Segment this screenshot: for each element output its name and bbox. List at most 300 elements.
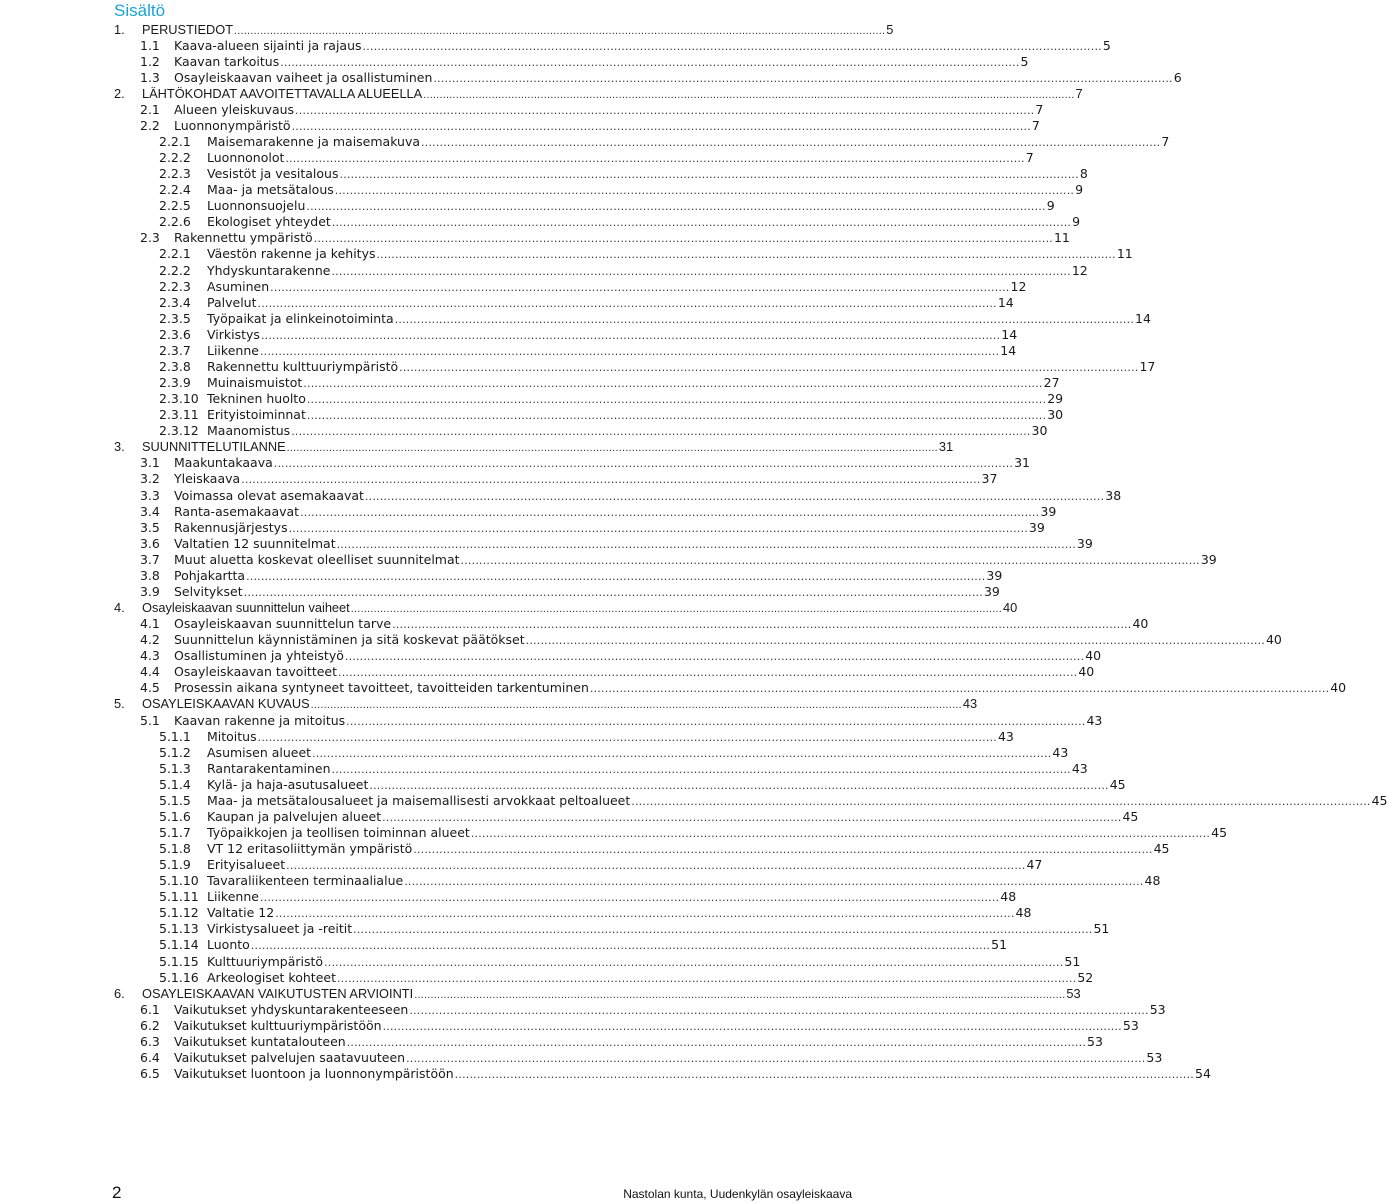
- toc-entry[interactable]: [140, 1001, 1166, 1018]
- toc-entry-number: 1.: [114, 21, 125, 37]
- toc-entry-page: 51: [1093, 921, 1110, 937]
- toc-entry-label: Kaupan ja palvelujen alueet: [207, 808, 382, 824]
- toc-entry-label: Luonto: [207, 937, 250, 953]
- toc-entry-label: Luonnonsuojelu: [207, 198, 306, 214]
- toc-entry[interactable]: [159, 278, 1027, 295]
- toc-entry-number: 4.2: [140, 632, 160, 648]
- toc-entry-number: 2.2.5: [159, 198, 191, 214]
- toc-entry[interactable]: [159, 310, 1151, 327]
- toc-entry-number: 4.: [114, 600, 125, 616]
- toc-dot-leader: ........................................................................................................................................................................................................: [339, 168, 1079, 182]
- toc-entry-number: 2.2: [140, 117, 160, 133]
- toc-entry[interactable]: [114, 695, 978, 712]
- toc-entry[interactable]: [159, 406, 1064, 423]
- toc-dot-leader: ........................................................................................................................................................................................................: [460, 553, 1200, 567]
- toc-entry[interactable]: [159, 133, 1170, 150]
- toc-entry-page: 43: [1052, 744, 1069, 760]
- toc-dot-leader: ........................................................................................................................................................................................................: [259, 344, 1000, 358]
- toc-entry-number: 5.1.6: [159, 808, 191, 824]
- toc-entry-page: 53: [1087, 1033, 1103, 1049]
- toc-dot-leader: ........................................................................................................................................................................................................: [291, 119, 1031, 133]
- toc-entry-label: Asumisen alueet: [207, 744, 312, 760]
- toc-entry[interactable]: [159, 872, 1161, 889]
- toc-entry[interactable]: [140, 1033, 1103, 1050]
- toc-entry[interactable]: [159, 165, 1088, 182]
- toc-entry[interactable]: [140, 1049, 1163, 1066]
- toc-entry-number: 5.1.5: [159, 792, 191, 808]
- toc-entry-number: 3.1: [140, 455, 160, 471]
- toc-entry-page: 48: [1144, 873, 1161, 889]
- toc-entry-number: 2.: [114, 85, 125, 101]
- toc-dot-leader: ........................................................................................................................................................................................................: [336, 971, 1077, 985]
- toc-entry[interactable]: [159, 245, 1133, 262]
- toc-entry[interactable]: [114, 438, 954, 455]
- toc-entry-number: 5.1.8: [159, 841, 191, 857]
- toc-entry-number: 2.3.11: [159, 407, 199, 423]
- toc-entry-label: Luonnonolot: [207, 150, 285, 166]
- toc-entry[interactable]: [140, 503, 1057, 520]
- toc-entry-label: Maa- ja metsätalous: [207, 182, 334, 198]
- toc-entry-label: Osayleiskaavan tavoitteet: [174, 664, 338, 680]
- toc-entry-page: 40: [1078, 664, 1095, 680]
- toc-entry[interactable]: [140, 53, 1029, 70]
- toc-entry-number: 2.2.2: [159, 262, 191, 278]
- toc-entry-label: Väestön rakenne ja kehitys: [207, 246, 376, 262]
- toc-dot-leader: ........................................................................................................................................................................................................: [313, 232, 1053, 246]
- toc-entry-number: 2.3.4: [159, 294, 191, 310]
- toc-entry-label: Tavaraliikenteen terminaalialue: [207, 873, 404, 889]
- toc-dot-leader: ........................................................................................................................................................................................................: [414, 988, 1066, 1001]
- toc-entry[interactable]: [140, 535, 1093, 552]
- toc-entry-page: 12: [1071, 262, 1088, 278]
- toc-entry-number: 5.1.10: [159, 873, 199, 889]
- toc-entry-page: 40: [1265, 632, 1282, 648]
- toc-dot-leader: ........................................................................................................................................................................................................: [260, 328, 1001, 342]
- toc-entry-page: 48: [1015, 905, 1032, 921]
- toc-dot-leader: ........................................................................................................................................................................................................: [404, 875, 1144, 889]
- toc-entry-number: 1.3: [140, 69, 160, 85]
- toc-entry-label: Valtatie 12: [207, 905, 275, 921]
- toc-dot-leader: ........................................................................................................................................................................................................: [259, 891, 1000, 905]
- toc-entry-number: 3.9: [140, 583, 160, 599]
- toc-entry[interactable]: [140, 567, 1003, 584]
- toc-entry[interactable]: [140, 679, 1347, 696]
- toc-dot-leader: ........................................................................................................................................................................................................: [338, 666, 1078, 680]
- toc-entry-label: Työpaikkojen ja teollisen toiminnan alueet: [207, 825, 470, 840]
- toc-entry[interactable]: [159, 904, 1032, 921]
- toc-entry-number: 3.2: [140, 471, 160, 487]
- toc-entry-number: 5.: [114, 696, 125, 712]
- toc-entry[interactable]: [159, 326, 1018, 343]
- toc-dot-leader: ........................................................................................................................................................................................................: [270, 280, 1010, 294]
- toc-entry-page: 40: [1132, 616, 1149, 632]
- toc-entry-page: 7: [1025, 150, 1034, 166]
- toc-dot-leader: ........................................................................................................................................................................................................: [334, 184, 1075, 198]
- toc-dot-leader: ........................................................................................................................................................................................................: [376, 248, 1116, 262]
- toc-entry[interactable]: [114, 21, 894, 38]
- toc-entry-page: 45: [1122, 808, 1139, 824]
- toc-entry-number: 2.3.10: [159, 391, 199, 407]
- toc-dot-leader: ........................................................................................................................................................................................................: [421, 135, 1161, 149]
- toc-entry-page: 31: [938, 439, 954, 455]
- toc-entry-label: Vaikutukset palvelujen saatavuuteen: [174, 1049, 406, 1065]
- toc-entry-page: 53: [1146, 1049, 1163, 1065]
- toc-dot-leader: ........................................................................................................................................................................................................: [306, 200, 1046, 214]
- toc-entry-page: 30: [1047, 407, 1064, 423]
- toc-entry-label: PERUSTIEDOT: [142, 21, 234, 37]
- toc-entry-label: Liikenne: [207, 342, 259, 358]
- toc-entry[interactable]: [159, 744, 1069, 761]
- toc-dot-leader: ........................................................................................................................................................................................................: [303, 377, 1043, 391]
- toc-entry-number: 2.2.1: [159, 133, 191, 149]
- toc-entry[interactable]: [140, 519, 1045, 536]
- toc-dot-leader: ........................................................................................................................................................................................................: [234, 24, 886, 37]
- toc-entry-page: 9: [1072, 214, 1081, 230]
- toc-entry-label: LÄHTÖKOHDAT AAVOITETTAVALLA ALUEELLA: [142, 85, 423, 101]
- toc-entry-number: 5.1.13: [159, 921, 199, 937]
- toc-dot-leader: ........................................................................................................................................................................................................: [285, 152, 1025, 166]
- toc-entry-label: Valtatien 12 suunnitelmat: [174, 535, 336, 551]
- toc-entry-number: 2.2.6: [159, 214, 191, 230]
- toc-entry-label: OSAYLEISKAAVAN KUVAUS: [142, 696, 310, 712]
- toc-entry[interactable]: [159, 840, 1170, 857]
- toc-entry[interactable]: [140, 229, 1070, 246]
- toc-entry-number: 5.1.16: [159, 969, 199, 985]
- toc-dot-leader: ........................................................................................................................................................................................................: [243, 585, 983, 599]
- toc-dot-leader: ........................................................................................................................................................................................................: [454, 1068, 1194, 1082]
- toc-entry-number: 3.4: [140, 503, 160, 519]
- toc-dot-leader: ........................................................................................................................................................................................................: [273, 457, 1014, 471]
- toc-entry-label: Osayleiskaavan suunnittelun tarve: [174, 616, 392, 632]
- toc-entry-page: 29: [1047, 391, 1064, 407]
- toc-entry[interactable]: [159, 776, 1126, 793]
- toc-entry-number: 6.2: [140, 1017, 160, 1033]
- toc-dot-leader: ........................................................................................................................................................................................................: [257, 730, 997, 744]
- toc-entry-label: Asuminen: [207, 278, 270, 294]
- toc-entry-page: 31: [1014, 455, 1030, 471]
- toc-entry[interactable]: [159, 422, 1048, 439]
- toc-dot-leader: ........................................................................................................................................................................................................: [382, 810, 1122, 824]
- toc-entry-label: Vaikutukset kuntatalouteen: [174, 1033, 346, 1049]
- toc-entry[interactable]: [159, 856, 1043, 873]
- toc-entry-page: 7: [1075, 85, 1083, 101]
- toc-dot-leader: ........................................................................................................................................................................................................: [631, 794, 1371, 808]
- toc-entry-number: 1.1: [140, 37, 160, 53]
- page-title: Sisältö: [114, 1, 166, 20]
- toc-entry-number: 1.2: [140, 53, 160, 69]
- toc-entry-page: 39: [1200, 551, 1217, 567]
- toc-entry-number: 2.3.8: [159, 358, 191, 374]
- toc-dot-leader: ........................................................................................................................................................................................................: [331, 264, 1071, 278]
- toc-entry-label: Kaavan rakenne ja mitoitus: [174, 712, 346, 728]
- toc-dot-leader: ........................................................................................................................................................................................................: [423, 88, 1075, 101]
- toc-entry-number: 5.1.9: [159, 857, 191, 873]
- toc-entry-label: Rakennettu kulttuuriympäristö: [207, 358, 399, 374]
- toc-entry-label: Erityisalueet: [207, 857, 286, 873]
- toc-entry-number: 2.1: [140, 101, 160, 117]
- toc-dot-leader: ........................................................................................................................................................................................................: [525, 634, 1265, 648]
- toc-entry-page: 45: [1109, 776, 1126, 792]
- toc-entry-page: 40: [1085, 648, 1102, 664]
- toc-entry-label: Maanomistus: [207, 423, 291, 439]
- toc-entry-page: 8: [1079, 166, 1088, 182]
- toc-dot-leader: ........................................................................................................................................................................................................: [392, 618, 1132, 632]
- toc-entry-page: 5: [1102, 37, 1111, 53]
- toc-entry-number: 6.3: [140, 1033, 160, 1049]
- toc-entry[interactable]: [159, 294, 1014, 311]
- toc-entry-label: Yleiskaava: [174, 471, 241, 487]
- toc-entry-number: 5.1.14: [159, 937, 199, 953]
- toc-entry[interactable]: [159, 262, 1088, 279]
- toc-entry[interactable]: [140, 615, 1149, 632]
- toc-entry-label: Suunnittelun käynnistäminen ja sitä koskevat päätökset: [174, 632, 525, 648]
- toc-entry[interactable]: [114, 85, 1083, 102]
- toc-entry-label: Vaikutukset luontoon ja luonnonympäristöön: [174, 1066, 454, 1082]
- toc-entry[interactable]: [159, 792, 1388, 809]
- toc-entry-number: 5.1.1: [159, 728, 191, 744]
- toc-entry-page: 6: [1173, 69, 1182, 85]
- toc-entry-label: Prosessin aikana syntyneet tavoitteet, tavoitteiden tarkentuminen: [174, 680, 589, 696]
- toc-dot-leader: ........................................................................................................................................................................................................: [406, 1051, 1146, 1065]
- toc-entry-page: 53: [1122, 1017, 1139, 1033]
- toc-entry-page: 51: [991, 937, 1008, 953]
- toc-entry-number: 4.4: [140, 664, 160, 680]
- toc-entry-page: 11: [1053, 230, 1070, 246]
- toc-entry[interactable]: [159, 760, 1088, 777]
- toc-entry-page: 5: [886, 21, 894, 37]
- toc-entry[interactable]: [159, 888, 1017, 905]
- toc-entry-page: 43: [997, 728, 1014, 744]
- toc-entry-number: 5.1.11: [159, 889, 199, 905]
- toc-dot-leader: ........................................................................................................................................................................................................: [331, 216, 1072, 230]
- toc-entry-page: 52: [1077, 969, 1094, 985]
- toc-entry-label: VT 12 eritasoliittymän ympäristö: [207, 841, 413, 857]
- toc-entry[interactable]: [159, 824, 1228, 841]
- toc-entry[interactable]: [159, 342, 1017, 359]
- toc-entry[interactable]: [159, 358, 1156, 375]
- toc-entry-number: 5.1: [140, 712, 160, 728]
- toc-entry-page: 39: [983, 583, 1000, 599]
- toc-entry-number: 2.3.9: [159, 375, 191, 391]
- toc-entry-label: Selvitykset: [174, 583, 243, 599]
- toc-entry-label: Maa- ja metsätalousalueet ja maisemallisesti arvokkaat peltoalueet: [207, 792, 631, 808]
- toc-entry-label: Yhdyskuntarakenne: [207, 262, 331, 278]
- toc-dot-leader: ........................................................................................................................................................................................................: [280, 55, 1020, 69]
- toc-entry-number: 5.1.2: [159, 744, 191, 760]
- toc-entry[interactable]: [159, 374, 1060, 391]
- toc-entry[interactable]: [140, 551, 1217, 568]
- toc-dot-leader: ........................................................................................................................................................................................................: [257, 296, 997, 310]
- toc-dot-leader: ........................................................................................................................................................................................................: [369, 778, 1109, 792]
- toc-dot-leader: ........................................................................................................................................................................................................: [336, 537, 1076, 551]
- toc-entry-label: Maisemarakenne ja maisemakuva: [207, 133, 421, 149]
- toc-entry[interactable]: [159, 149, 1034, 166]
- toc-entry-page: 14: [997, 294, 1014, 310]
- toc-dot-leader: ........................................................................................................................................................................................................: [310, 699, 962, 712]
- toc-entry-label: Kaava-alueen sijainti ja rajaus: [174, 37, 362, 53]
- toc-entry-number: 2.2.3: [159, 166, 191, 182]
- toc-entry-number: 3.5: [140, 519, 160, 535]
- toc-entry-page: 43: [1086, 712, 1103, 728]
- toc-entry-number: 4.1: [140, 616, 160, 632]
- toc-entry-label: OSAYLEISKAAVAN VAIKUTUSTEN ARVIOINTI: [142, 985, 414, 1001]
- toc-entry[interactable]: [140, 647, 1102, 664]
- toc-dot-leader: ........................................................................................................................................................................................................: [346, 714, 1086, 728]
- toc-entry[interactable]: [159, 969, 1094, 986]
- toc-entry-label: Liikenne: [207, 889, 259, 905]
- footer-text: Nastolan kunta, Uudenkylän osayleiskaava: [623, 1187, 852, 1201]
- toc-entry-page: 5: [1020, 53, 1029, 69]
- toc-entry-page: 27: [1043, 375, 1060, 391]
- toc-entry-label: Vaikutukset kulttuuriympäristöön: [174, 1017, 382, 1033]
- toc-entry-label: Tekninen huolto: [207, 391, 306, 407]
- toc-entry-label: Vesistöt ja vesitalous: [207, 166, 339, 182]
- toc-entry-number: 5.1.7: [159, 825, 191, 840]
- toc-entry-label: Maakuntakaava: [174, 455, 273, 471]
- toc-dot-leader: ........................................................................................................................................................................................................: [409, 1003, 1149, 1017]
- toc-entry[interactable]: [140, 470, 998, 487]
- toc-entry-number: 6.4: [140, 1049, 160, 1065]
- toc-entry[interactable]: [140, 1017, 1139, 1034]
- toc-entry-number: 2.3.7: [159, 342, 191, 358]
- toc-entry[interactable]: [140, 663, 1095, 680]
- toc-entry-number: 3.6: [140, 535, 160, 551]
- toc-entry-page: 39: [1040, 503, 1057, 519]
- toc-entry-page: 14: [1001, 326, 1018, 342]
- toc-entry-label: Kaavan tarkoitus: [174, 53, 280, 69]
- toc-entry[interactable]: [140, 487, 1122, 504]
- toc-entry[interactable]: [159, 808, 1139, 825]
- toc-entry-label: Osallistuminen ja yhteistyö: [174, 648, 344, 664]
- toc-dot-leader: ........................................................................................................................................................................................................: [433, 71, 1173, 85]
- toc-dot-leader: ........................................................................................................................................................................................................: [241, 473, 981, 487]
- toc-entry-page: 53: [1066, 985, 1081, 1001]
- toc-entry-label: Rakennettu ympäristö: [174, 230, 313, 246]
- toc-dot-leader: ........................................................................................................................................................................................................: [589, 682, 1330, 696]
- toc-entry-label: Osayleiskaavan suunnittelun vaiheet: [142, 600, 350, 616]
- toc-entry-page: 45: [1211, 825, 1228, 840]
- toc-entry-page: 43: [1071, 760, 1088, 776]
- toc-entry[interactable]: [159, 953, 1081, 970]
- toc-entry-number: 4.5: [140, 680, 160, 696]
- toc-entry[interactable]: [159, 181, 1084, 198]
- toc-entry-page: 40: [1002, 600, 1018, 616]
- toc-entry-label: Virkistysalueet ja -reitit: [207, 921, 353, 937]
- toc-entry[interactable]: [159, 728, 1014, 745]
- toc-dot-leader: ........................................................................................................................................................................................................: [394, 312, 1135, 326]
- toc-entry-page: 7: [1161, 133, 1170, 149]
- toc-entry[interactable]: [140, 631, 1282, 648]
- toc-entry[interactable]: [140, 117, 1040, 134]
- toc-entry-label: Erityistoiminnat: [207, 407, 306, 423]
- toc-entry-page: 47: [1026, 857, 1043, 873]
- toc-entry[interactable]: [159, 390, 1064, 407]
- toc-dot-leader: ........................................................................................................................................................................................................: [250, 939, 991, 953]
- toc-dot-leader: ........................................................................................................................................................................................................: [470, 827, 1211, 840]
- toc-entry-label: Muinaismuistot: [207, 375, 303, 391]
- toc-dot-leader: ........................................................................................................................................................................................................: [300, 505, 1040, 519]
- toc-dot-leader: ........................................................................................................................................................................................................: [382, 1019, 1122, 1033]
- toc-entry[interactable]: [140, 1065, 1211, 1082]
- toc-entry-page: 39: [986, 567, 1003, 583]
- toc-entry[interactable]: [140, 37, 1111, 54]
- toc-dot-leader: ........................................................................................................................................................................................................: [350, 603, 1002, 616]
- toc-entry[interactable]: [114, 599, 1018, 616]
- toc-entry[interactable]: [140, 101, 1044, 118]
- toc-dot-leader: ........................................................................................................................................................................................................: [324, 955, 1064, 969]
- toc-entry[interactable]: [140, 583, 1000, 600]
- toc-entry-number: 4.3: [140, 648, 160, 664]
- toc-entry-label: Ekologiset yhteydet: [207, 214, 331, 230]
- toc-entry-number: 5.1.3: [159, 760, 191, 776]
- toc-entry-label: Osayleiskaavan vaiheet ja osallistuminen: [174, 69, 433, 85]
- toc-dot-leader: ........................................................................................................................................................................................................: [399, 360, 1139, 374]
- toc-dot-leader: ........................................................................................................................................................................................................: [312, 746, 1052, 760]
- toc-entry-page: 39: [1028, 519, 1045, 535]
- toc-dot-leader: ........................................................................................................................................................................................................: [295, 103, 1035, 117]
- toc-entry-page: 7: [1031, 117, 1040, 133]
- toc-entry-number: 3.7: [140, 551, 160, 567]
- toc-dot-leader: ........................................................................................................................................................................................................: [288, 521, 1028, 535]
- toc-entry-label: Työpaikat ja elinkeinotoiminta: [207, 310, 394, 326]
- toc-entry-label: Rantarakentaminen: [207, 760, 331, 776]
- toc-entry-number: 2.2.2: [159, 150, 191, 166]
- toc-dot-leader: ........................................................................................................................................................................................................: [286, 442, 938, 455]
- toc-entry-page: 51: [1064, 953, 1081, 969]
- toc-entry-page: 7: [1035, 101, 1044, 117]
- toc-dot-leader: ........................................................................................................................................................................................................: [331, 762, 1071, 776]
- toc-entry[interactable]: [114, 985, 1081, 1002]
- toc-entry[interactable]: [159, 936, 1008, 953]
- toc-entry-number: 5.1.4: [159, 776, 191, 792]
- toc-entry-page: 43: [962, 696, 978, 712]
- toc-entry-number: 6.: [114, 985, 125, 1001]
- toc-entry-page: 40: [1330, 680, 1347, 696]
- toc-entry[interactable]: [159, 213, 1081, 230]
- toc-entry[interactable]: [159, 197, 1055, 214]
- toc-entry-number: 3.8: [140, 567, 160, 583]
- toc-entry-label: Luonnonympäristö: [174, 117, 291, 133]
- toc-dot-leader: ........................................................................................................................................................................................................: [413, 843, 1153, 857]
- toc-entry-page: 9: [1075, 182, 1084, 198]
- toc-entry-label: SUUNNITTELUTILANNE: [142, 439, 286, 455]
- toc-entry[interactable]: [159, 920, 1110, 937]
- toc-entry-label: Ranta-asemakaavat: [174, 503, 300, 519]
- toc-dot-leader: ........................................................................................................................................................................................................: [362, 39, 1102, 53]
- toc-entry-label: Alueen yleiskuvaus: [174, 101, 295, 117]
- toc-dot-leader: ........................................................................................................................................................................................................: [306, 409, 1047, 423]
- toc-dot-leader: ........................................................................................................................................................................................................: [344, 650, 1085, 664]
- toc-entry-label: Muut aluetta koskevat oleelliset suunnitelmat: [174, 551, 460, 567]
- toc-entry-number: 3.: [114, 439, 125, 455]
- toc-dot-leader: ........................................................................................................................................................................................................: [353, 923, 1093, 937]
- toc-entry-number: 2.2.1: [159, 246, 191, 262]
- toc-entry-page: 53: [1149, 1001, 1166, 1017]
- toc-entry-page: 38: [1105, 487, 1122, 503]
- toc-entry[interactable]: [140, 69, 1182, 86]
- toc-entry-number: 2.3.12: [159, 423, 199, 439]
- toc-entry-number: 6.5: [140, 1066, 160, 1082]
- toc-entry-number: 2.3: [140, 230, 160, 246]
- toc-entry-page: 30: [1031, 423, 1048, 439]
- toc-entry-label: Palvelut: [207, 294, 257, 310]
- toc-entry[interactable]: [140, 712, 1103, 729]
- toc-entry[interactable]: [140, 454, 1030, 471]
- toc-entry-label: Kulttuuriympäristö: [207, 953, 324, 969]
- toc-entry-number: 2.2.4: [159, 182, 191, 198]
- toc-entry-label: Kylä- ja haja-asutusalueet: [207, 776, 369, 792]
- toc-entry-label: Vaikutukset yhdyskuntarakenteeseen: [174, 1001, 409, 1017]
